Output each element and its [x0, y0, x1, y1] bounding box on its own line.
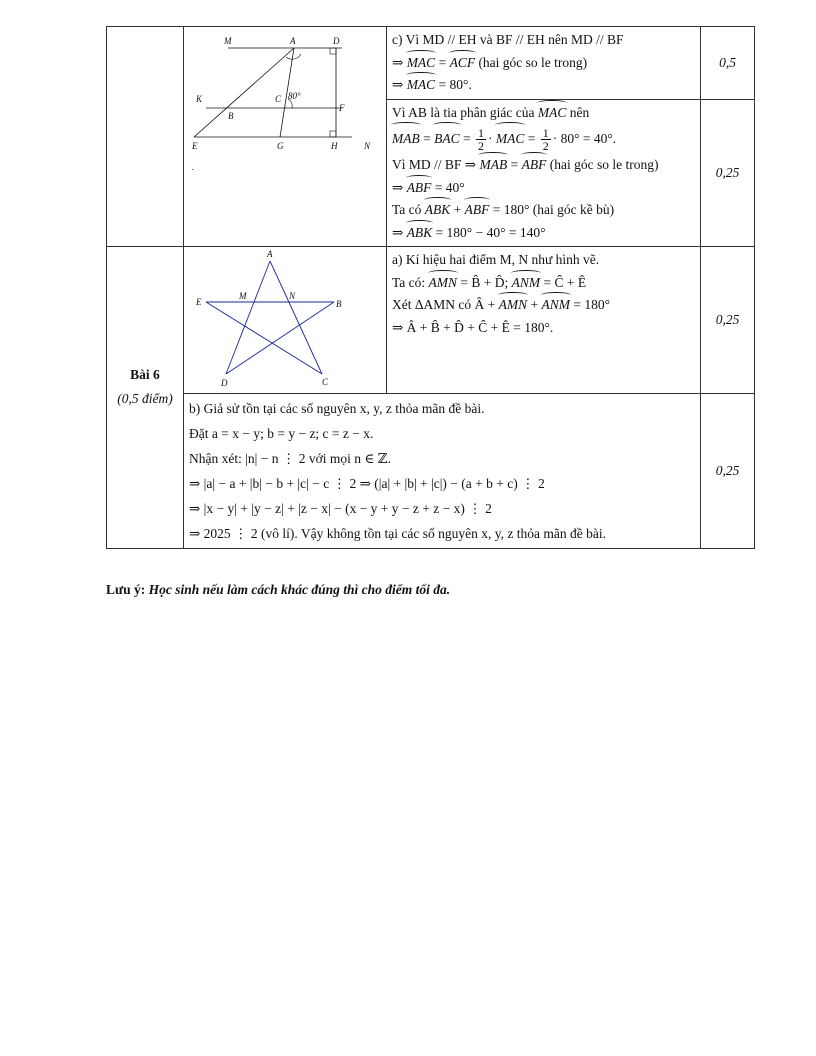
part-c2-line6: ⇒ ABK = 180° − 40° = 140° [392, 222, 695, 245]
score-part-c: 0,5 [701, 27, 755, 100]
figure2-cell [184, 247, 387, 394]
part-c-line2: ⇒ MAC = ACF (hai góc so le trong) [392, 52, 695, 75]
part-a-line3: Xét ΔAMN có Â + AMN + ANM = 180° [392, 294, 695, 317]
part-c-line1: c) Vì MD // EH và BF // EH nên MD // BF [392, 32, 624, 47]
bai6-label-cell [107, 247, 184, 549]
bai6-title: Bài 6 [130, 367, 160, 382]
footnote-label: Lưu ý: [106, 582, 146, 597]
bai6-points: (0,5 điểm) [117, 391, 173, 406]
fig1-label-M: M [224, 36, 232, 46]
part-b-line6: ⇒ 2025 ⋮ 2 (vô lí). Vậy không tồn tại các số nguyên x, y, z thỏa mãn đề bài. [189, 526, 606, 541]
fig1-label-B: B [228, 111, 234, 121]
part-b-line5: ⇒ |x − y| + |y − z| + |z − x| − (x − y + y − z + z − x) ⋮ 2 [189, 501, 492, 516]
part-c2-line3: Vì MD // BF ⇒ MAB = ABF (hai góc so le trong) [392, 154, 695, 177]
part-b-text-cell [184, 394, 701, 549]
part-c2-text-cell [387, 99, 701, 247]
part-c2-line4: ⇒ ABF = 40° [392, 177, 695, 200]
part-a-text-cell [387, 247, 701, 394]
part-c2-line2: MAB = BAC = $\frac{1}{2}$ · MAC = $\frac{1}{2}$ · 80° = 40°. [392, 124, 695, 154]
part-a-line1: a) Kí hiệu hai điểm M, N như hình vẽ. [392, 252, 600, 267]
part-c-text-cell [387, 27, 701, 100]
fig1-dot: . [192, 162, 195, 172]
part-c-line3: ⇒ MAC = 80°. [392, 74, 695, 97]
score-part-c2: 0,25 [701, 99, 755, 247]
part-b-line3: Nhận xét: |n| − n ⋮ 2 với mọi n ∈ ℤ. [189, 451, 391, 466]
part-b-line2: Đặt a = x − y; b = y − z; c = z − x. [189, 426, 374, 441]
footnote-text: Học sinh nếu làm cách khác đúng thì cho điểm tối đa. [148, 582, 451, 597]
figure1-cell [184, 27, 387, 247]
fig1-label-A: A [290, 36, 296, 46]
part-a-line4: ⇒ Â + B̂ + D̂ + Ĉ + Ê = 180°. [392, 319, 554, 335]
fig2-label-B: B [336, 299, 342, 309]
fig1-label-K: K [196, 94, 203, 104]
fig2-label-N: N [289, 291, 296, 301]
figure1-diagram [184, 27, 387, 177]
fig2-label-A: A [267, 249, 273, 259]
row-bai6-b [107, 394, 755, 549]
row-part-c [107, 27, 755, 100]
fig2-label-C: C [322, 377, 329, 387]
part-b-line1: b) Giả sử tồn tại các số nguyên x, y, z thỏa mãn đề bài. [189, 401, 485, 416]
fig1-label-C: C [275, 94, 282, 104]
fig1-label-E: E [192, 141, 198, 151]
fig1-label-N: N [364, 141, 371, 151]
score-part-a: 0,25 [701, 247, 755, 394]
solution-table [106, 26, 755, 549]
part-c2-line1: Vì AB là tia phân giác của MAC nên [392, 102, 695, 125]
part-a-line2: Ta có: AMN = B̂ + D̂; ANM = Ĉ + Ê [392, 272, 695, 295]
fig1-label-F: F [339, 103, 345, 113]
part-b-line4: ⇒ |a| − a + |b| − b + |c| − c ⋮ 2 ⇒ (|a| + |b| + |c|) − (a + b + c) ⋮ 2 [189, 476, 545, 491]
fig1-label-G: G [277, 141, 284, 151]
fig1-label-H: H [331, 141, 338, 151]
row-bai6-a [107, 247, 755, 394]
figure2-star [184, 247, 387, 389]
part-c2-line5: Ta có ABK + ABF = 180° (hai góc kề bù) [392, 199, 695, 222]
fig2-label-M: M [239, 291, 247, 301]
fig2-label-D: D [221, 378, 228, 388]
fig1-label-80: 80° [288, 91, 301, 101]
empty-left-cell [107, 27, 184, 247]
footnote [106, 582, 450, 598]
fig2-label-E: E [196, 297, 202, 307]
score-part-b: 0,25 [701, 394, 755, 549]
fig1-label-D: D [333, 36, 340, 46]
